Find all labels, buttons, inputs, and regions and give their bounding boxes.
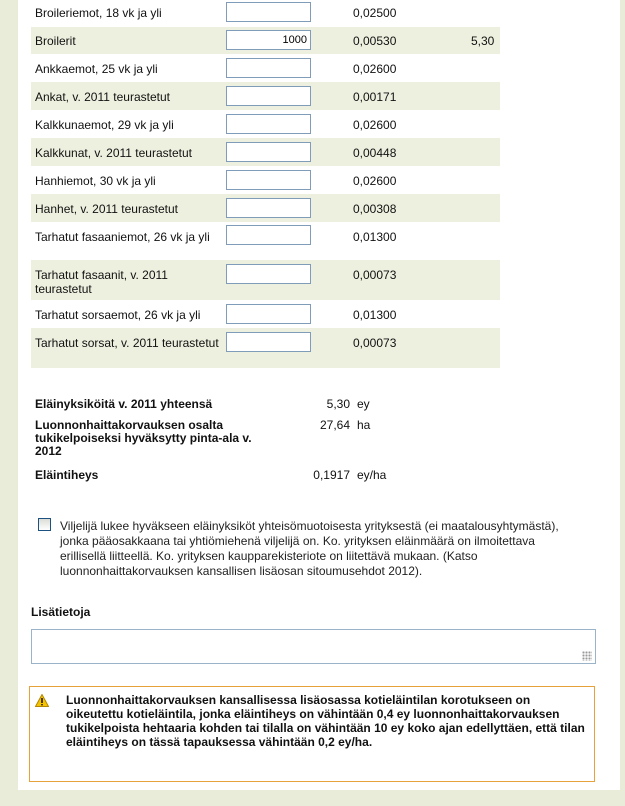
unit-coefficient: 0,02600	[353, 118, 397, 132]
additional-info-textarea[interactable]	[31, 629, 596, 664]
table-row	[31, 260, 500, 300]
table-row	[31, 328, 500, 368]
table-row	[31, 300, 500, 328]
animal-type-label: Hanhiemot, 30 vk ja yli	[35, 174, 156, 188]
company-units-checkbox[interactable]	[38, 518, 51, 531]
animal-density-value: 0,1917	[313, 468, 350, 482]
unit-coefficient: 0,00530	[353, 34, 397, 48]
animal-count-input[interactable]	[226, 142, 311, 162]
unit-coefficient: 0,02600	[353, 174, 397, 188]
animal-type-label: Tarhatut fasaanit, v. 2011 teurastetut	[35, 268, 168, 296]
animal-density-label: Eläintiheys	[35, 468, 99, 482]
animal-type-label: Broilerit	[35, 34, 76, 48]
animal-count-input[interactable]	[226, 304, 311, 324]
table-row	[31, 27, 500, 54]
warning-text: Luonnonhaittakorvauksen kansallisessa lisäosassa kotieläintilan korotukseen on oikeutettu kotieläintila, jonka eläintiheys on vähintään 0,4 ey luonnonhaittakorvauksen tukikelpoista hehtaaria kohden tai tilalla on vähintään 10 ey koko ajan edellyttäen, että tilan eläintiheys on tässä tapauksessa vähintään 0,2 ey/ha.	[66, 693, 585, 749]
company-units-checkbox-label: Viljelijä lukee hyväkseen eläinyksiköt yhteisömuotoisesta yrityksestä (ei maatalousyhtymästä), jonka pääosakkaana tai yhtiömiehenä viljelijä on. Ko. yrityksen eläinmäärä on ilmoitettava erillisellä liitteellä. Ko. yrityksen kaupparekisteriote on liitettävä mukaan. (Katso luonnonhaittakorvauksen kansallisen lisäosan sitoumusehdot 2012).	[60, 519, 559, 578]
unit-coefficient: 0,00308	[353, 202, 397, 216]
animal-count-input[interactable]	[226, 264, 311, 284]
animal-type-label: Ankkaemot, 25 vk ja yli	[35, 62, 158, 76]
total-units-value: 5,30	[326, 397, 350, 411]
unit-coefficient: 0,01300	[353, 308, 397, 322]
eligibility-warning-box	[29, 686, 595, 782]
animal-count-input[interactable]	[226, 170, 311, 190]
unit-coefficient: 0,01300	[353, 230, 397, 244]
additional-info-label: Lisätietoja	[31, 605, 91, 619]
animal-type-label: Tarhatut sorsat, v. 2011 teurastetut	[35, 336, 219, 350]
table-row	[31, 110, 500, 138]
eligible-area-value: 27,64	[319, 418, 350, 432]
animal-count-input[interactable]	[226, 114, 311, 134]
animal-count-input[interactable]	[226, 58, 311, 78]
animal-density-unit: ey/ha	[357, 468, 387, 482]
row-animal-units: 5,30	[471, 34, 495, 48]
eligible-area-label: Luonnonhaittakorvauksen osalta tukikelpoiseksi hyväksytty pinta-ala v. 2012	[35, 418, 252, 458]
animal-count-input[interactable]	[226, 2, 311, 22]
animal-type-label: Ankat, v. 2011 teurastetut	[35, 90, 170, 104]
resize-grip-icon[interactable]	[582, 651, 592, 661]
animal-count-input[interactable]	[226, 225, 311, 245]
animal-type-label: Tarhatut fasaaniemot, 26 vk ja yli	[35, 230, 210, 244]
table-row	[31, 0, 500, 26]
animal-count-input[interactable]	[226, 30, 311, 50]
animal-type-label: Kalkkunaemot, 29 vk ja yli	[35, 118, 174, 132]
animal-type-label: Tarhatut sorsaemot, 26 vk ja yli	[35, 308, 201, 322]
table-row	[31, 82, 500, 110]
table-row	[31, 194, 500, 222]
total-units-unit: ey	[357, 397, 370, 411]
unit-coefficient: 0,02500	[353, 6, 397, 20]
animal-type-label: Broileriemot, 18 vk ja yli	[35, 6, 162, 20]
eligible-area-unit: ha	[357, 418, 371, 432]
table-row	[31, 222, 500, 260]
animal-type-label: Kalkkunat, v. 2011 teurastetut	[35, 146, 192, 160]
animal-type-label: Hanhet, v. 2011 teurastetut	[35, 202, 178, 216]
table-row	[31, 54, 500, 82]
unit-coefficient: 0,00448	[353, 146, 397, 160]
unit-coefficient: 0,00073	[353, 268, 397, 282]
unit-coefficient: 0,00171	[353, 90, 397, 104]
warning-triangle-icon	[35, 694, 49, 707]
table-row	[31, 166, 500, 194]
table-row	[31, 138, 500, 166]
animal-count-input[interactable]	[226, 332, 311, 352]
animal-count-input[interactable]	[226, 86, 311, 106]
total-units-label: Eläinyksiköitä v. 2011 yhteensä	[35, 397, 213, 411]
animal-count-input[interactable]	[226, 198, 311, 218]
unit-coefficient: 0,00073	[353, 336, 397, 350]
unit-coefficient: 0,02600	[353, 62, 397, 76]
